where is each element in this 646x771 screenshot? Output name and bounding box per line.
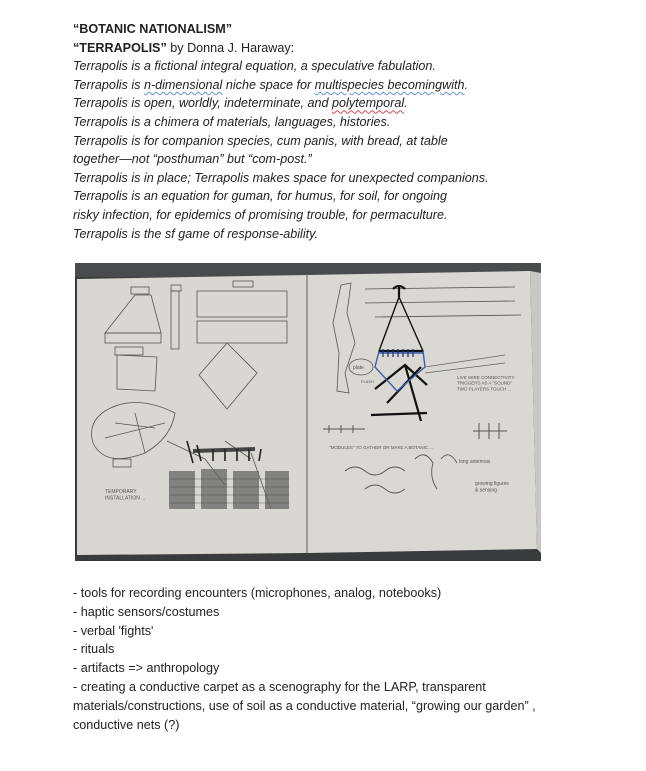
quote-line-4: Terrapolis is a chimera of materials, languages, histories. xyxy=(73,114,391,129)
note-top-right: LIVE WIRE CONNECTIVITY TRIGGERS AS A "SOUND" TWO PLAYERS TOUCH ... xyxy=(457,375,515,392)
label-plate: plate xyxy=(353,365,364,371)
list-item: - rituals xyxy=(73,642,115,657)
quote-line-2 xyxy=(73,76,613,95)
subtitle-bold: “TERRAPOLIS” xyxy=(73,40,167,55)
list-item: - tools for recording encounters (microphones, analog, notebooks) xyxy=(73,586,442,600)
subtitle-author: by Donna J. Haraway: xyxy=(166,40,295,55)
notes-list xyxy=(73,584,593,734)
quote-line-10: Terrapolis is the sf game of response-ability. xyxy=(73,226,318,241)
quote-line-2-c: niche space for xyxy=(222,77,315,92)
document-subtitle xyxy=(73,39,613,58)
list-item: - haptic sensors/costumes xyxy=(73,604,220,619)
quote-line-2-a: Terrapolis is xyxy=(73,77,144,92)
quote-line-3 xyxy=(73,94,613,113)
sketchbook-photo xyxy=(75,263,541,561)
quote-line-6: together—not “posthuman” but “com-post.” xyxy=(73,152,312,167)
quote-line-2-e: . xyxy=(464,77,469,92)
note-middle: "MODULES" TO GATHER OR MAKE A BOTANIC ... xyxy=(329,445,434,450)
quote-line-3-a: Terrapolis is open, worldly, indeterminate, and xyxy=(73,96,333,111)
quote-line-9: risky infection, for epidemics of promising trouble, for permaculture. xyxy=(73,207,448,222)
quote-line-8: Terrapolis is an equation for guman, for humus, for soil, for ongoing xyxy=(73,189,448,204)
quote-line-2-d: multispecies becomingwith xyxy=(314,77,465,92)
quote-line-3-c: . xyxy=(404,96,408,111)
quote-text-block xyxy=(73,20,613,243)
note-left-bottom: TEMPORARY INSTALLATION ... xyxy=(105,489,146,502)
list-item: - creating a conductive carpet as a scenography for the LARP, transparent materials/constructions, use of soil as a conductive material, “growing our garden” , conductive nets (?) xyxy=(73,679,536,732)
label-flash: FLASH xyxy=(361,379,374,384)
quote-line-2-b: n-dimensional xyxy=(143,77,223,92)
quote-line-1: Terrapolis is a fictional integral equation, a speculative fabulation. xyxy=(73,59,436,74)
quote-line-5: Terrapolis is for companion species, cum panis, with bread, at table xyxy=(73,133,448,148)
quote-line-7: Terrapolis is in place; Terrapolis makes space for unexpected companions. xyxy=(73,170,489,185)
list-item: - verbal 'fights' xyxy=(73,623,154,638)
list-item: - artifacts => anthropology xyxy=(73,661,220,676)
right-page xyxy=(307,271,537,553)
right-page-blue-ticks xyxy=(383,349,413,357)
quote-line-3-b: polytemporal xyxy=(332,96,405,111)
note-right-bottom-2: growing figures & sensing xyxy=(475,481,509,494)
note-right-bottom-1: long antennas xyxy=(459,459,491,465)
document-title: “BOTANIC NATIONALISM” xyxy=(73,22,233,36)
